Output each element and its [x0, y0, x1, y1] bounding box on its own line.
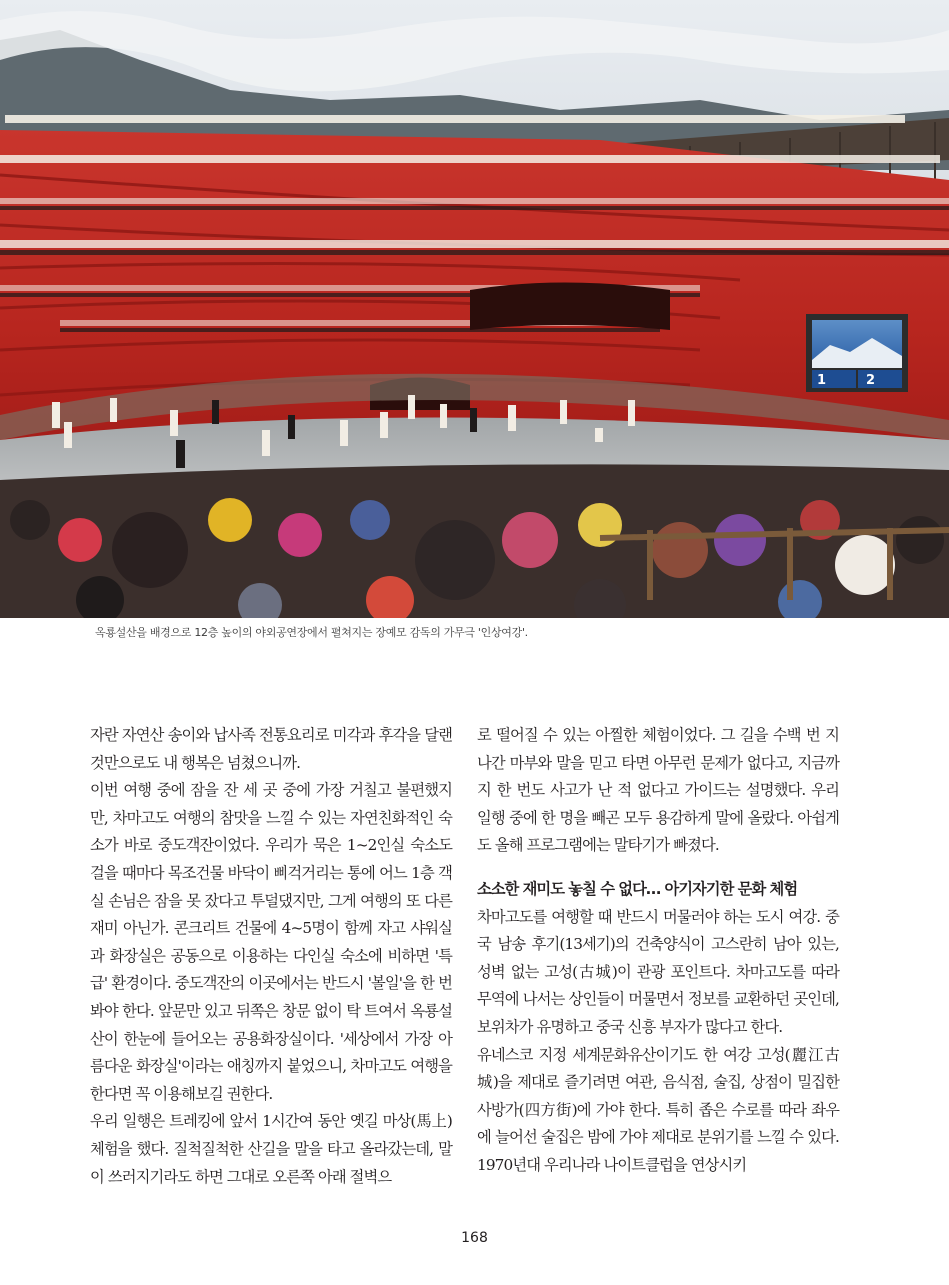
screen-panel-1: 1 [817, 373, 827, 388]
photo-caption: 옥룡설산을 배경으로 12층 높이의 야외공연장에서 펼쳐지는 장예모 감독의 가무극 '인상여강'. [95, 626, 528, 639]
article-column-left [90, 722, 452, 1191]
article-paragraph: 로 떨어질 수 있는 아찔한 체험이었다. 그 길을 수백 번 지나간 마부와 말을 믿고 타면 아무런 문제가 없다고, 지금까지 한 번도 사고가 난 적 없다고 가이드는 설명했다. 우리 일행 중에 한 명을 빼곤 모두 용감하게 말에 올랐다. 아쉽게도 올해 프로그램에는 말타기가 빠졌다. [477, 726, 839, 855]
article-column-right [477, 722, 839, 1180]
screen-panel-2: 2 [866, 373, 876, 388]
article-paragraph: 우리 일행은 트레킹에 앞서 1시간여 동안 옛길 마상(馬上)체험을 했다. 질척질척한 산길을 말을 타고 올라갔는데, 말이 쓰러지기라도 하면 그대로 오른쪽 아래 절벽으 [90, 1112, 452, 1186]
page-number: 168 [461, 1230, 488, 1246]
article-paragraph: 유네스코 지정 세계문화유산이기도 한 여강 고성(麗江古城)을 제대로 즐기려면 여관, 음식점, 술집, 상점이 밀집한 사방가(四方街)에 가야 한다. 특히 좁은 수로를 따라 좌우에 늘어선 술집은 밤에 가야 제대로 분위기를 느낄 수 있다. 1970년대 우리나라 나이트클럽을 연상시키 [477, 1045, 839, 1174]
article-paragraph: 자란 자연산 송이와 납사족 전통요리로 미각과 후각을 달랜 것만으로도 내 행복은 넘쳤으니까. [90, 726, 452, 772]
article-paragraph: 이번 여행 중에 잠을 잔 세 곳 중에 가장 거칠고 불편했지만, 차마고도 여행의 참맛을 느낄 수 있는 자연친화적인 숙소가 바로 중도객잔이었다. 우리가 묵은 1~2인실 숙소도 걸을 때마다 목조건물 바닥이 삐걱거리는 통에 어느 1층 객실 손님은 잠을 못 잤다고 투덜댔지만, 그게 여행의 또 다른 재미 아닌가. 콘크리트 건물에 4~5명이 함께 자고 샤워실과 화장실은 공동으로 이용하는 다인실 숙소에 비하면 '특급' 환경이다. 중도객잔의 이곳에서는 반드시 '볼일'을 한 번 봐야 한다. 앞문만 있고 뒤쪽은 창문 없이 탁 트여서 옥룡설산이 한눈에 들어오는 공용화장실이다. '세상에서 가장 아름다운 화장실'이라는 애칭까지 붙었으니, 차마고도 여행을 한다면 꼭 이용해보길 권한다. [90, 781, 452, 1103]
article-paragraph: 차마고도를 여행할 때 반드시 머물러야 하는 도시 여강. 중국 남송 후기(13세기)의 건축양식이 고스란히 남아 있는, 성벽 없는 고성(古城)이 관광 포인트다. 차마고도를 따라 무역에 나서는 상인들이 머물면서 정보를 교환하던 곳인데, 보위차가 유명하고 중국 신흥 부자가 많다고 한다. [477, 907, 839, 1036]
section-subheading: 소소한 재미도 놓칠 수 없다… 아기자기한 문화 체험 [477, 879, 798, 898]
performance-photo [0, 0, 949, 618]
